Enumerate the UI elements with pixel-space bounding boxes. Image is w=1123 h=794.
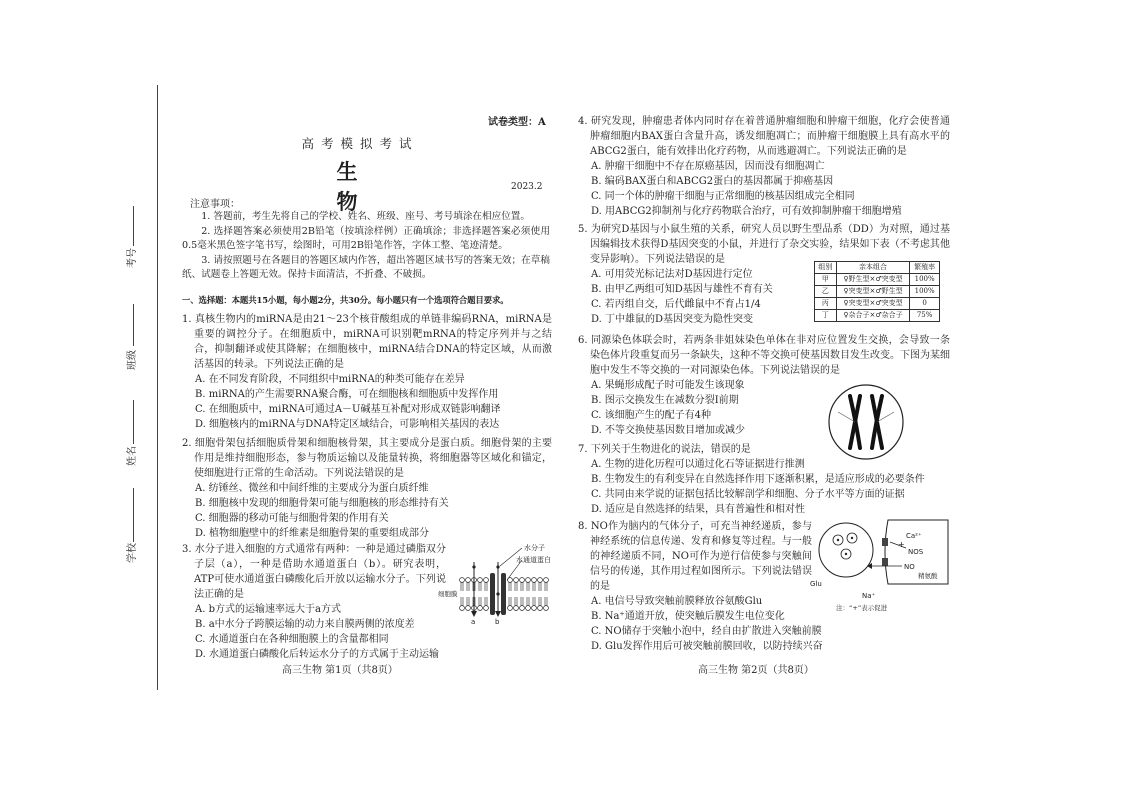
q3-membrane-figure (438, 540, 552, 624)
table-header: 组别 (815, 262, 837, 274)
question-stem: 3. 水分子进入细胞的方式通常有两种：一种是通过磷脂双分子层（a），一种是借助水通道蛋白（b）。研究表明，ATP可使水通道蛋白磷酸化后开放以运输水分子。下列说法正确的是 (182, 544, 446, 600)
membrane-label: 细胞膜 (438, 590, 458, 598)
paper-type: 试卷类型：A (488, 117, 546, 128)
table-cell: 丙 (815, 298, 837, 310)
phospholipid-head (544, 606, 549, 611)
option-d: D. 植物细胞壁中的纤维素是细胞骨架的重要组成部分 (195, 528, 430, 539)
table-cell: ♀杂合子×♂杂合子 (836, 310, 910, 322)
option-a: A. 生物的进化历程可以通过化石等证据进行推测 (591, 459, 805, 470)
table-row (815, 274, 940, 286)
phospholipid-head (538, 606, 543, 611)
table-cell: 乙 (815, 286, 837, 298)
notice-title: 注意事项： (190, 199, 240, 210)
option-d: D. 细胞核内的miRNA与DNA特定区域结合，可影响相关基因的表达 (195, 419, 500, 430)
exam-title: 高考模拟考试 (301, 136, 419, 151)
school-label: 学校 (127, 543, 138, 563)
option-b: B. 细胞核中发现的细胞骨架可能与细胞核的形态维持有关 (195, 498, 449, 509)
option-c: C. 水通道蛋白在各种细胞膜上的含量都相同 (195, 634, 389, 645)
question-7 (578, 442, 950, 517)
glu-dot (837, 539, 839, 541)
ca-label: Ca²⁺ (906, 532, 922, 540)
option-a: A. 可用荧光标记法对D基因进行定位 (591, 269, 753, 280)
option-d: D. 用ABCG2抑制剂与化疗药物联合治疗，可有效抑制肿瘤干细胞增殖 (591, 206, 902, 217)
phospholipid-head (532, 578, 537, 583)
phospholipid-head (508, 606, 513, 611)
notice-item: 1. 答题前，考生先将自己的学校、姓名、班级、座号、考号填涂在相应位置。 (201, 211, 530, 222)
option-b: B. 由甲乙两组可知D基因与雄性不育有关 (591, 284, 773, 295)
phospholipid-head (532, 606, 537, 611)
option-c: C. 共同由来学说的证据包括比较解剖学和细胞、分子水平等方面的证据 (591, 489, 905, 500)
promote-sign: + (898, 540, 905, 549)
glu-dot (851, 537, 853, 539)
water-molecule (472, 565, 475, 568)
question-1 (182, 312, 552, 432)
phospholipid-head (484, 578, 489, 583)
exam-number-blank (133, 206, 134, 246)
table-header-row (815, 262, 940, 274)
phospholipid-head (514, 606, 519, 611)
notice-item: 2. 选择题答案必须使用2B铅笔（按填涂样例）正确填涂；非选择题答案必须使用0.5毫米黑色签字笔书写，绘图时，可用2B铅笔作答，字体工整、笔迹清楚。 (182, 225, 550, 251)
water-molecule (496, 592, 499, 595)
exam-number-label: 考号 (127, 248, 138, 268)
water-channel-protein (501, 573, 506, 615)
option-b: B. 图示交换发生在减数分裂Ⅰ前期 (591, 395, 739, 406)
notice-item: 3. 请按照题号在各题目的答题区域内作答，超出答题区域书写的答案无效；在草稿纸、试题卷上答题无效。保持卡面清洁，不折叠、不破损。 (182, 254, 550, 280)
arrow-a-head (471, 611, 477, 617)
option-c: C. 同一个体的肿瘤干细胞与正常细胞的核基因组成完全相同 (591, 191, 855, 202)
option-c: C. 若丙组自交，后代雌鼠中不育占1/4 (591, 299, 761, 310)
table-row (815, 310, 940, 322)
q5-cross-table (814, 261, 940, 322)
option-d: D. Glu发挥作用后可被突触前膜回收，以防持续兴奋 (591, 641, 823, 652)
option-c: C. NO储存于突触小泡中，经自由扩散进入突触前膜 (591, 626, 822, 637)
option-b: B. miRNA的产生需要RNA聚合酶，可在细胞核和细胞质中发挥作用 (195, 389, 499, 400)
question-stem: 8. NO作为脑内的气体分子，可充当神经递质，参与神经系统的信息传递、发育和修复等过程。与一般的神经递质不同，NO可作为逆行信使参与突触间信号的传递，其作用过程如图所示。下列说法错误的是 (578, 521, 812, 592)
nos-label: NOS (908, 548, 924, 556)
school-blank (133, 488, 134, 542)
phospholipid-head (466, 578, 471, 583)
option-c: C. 细胞器的移动可能与细胞骨架的作用有关 (195, 513, 389, 524)
no-label: NO (904, 563, 915, 571)
phospholipid-head (478, 578, 483, 583)
question-stem: 4. 研究发现，肿瘤患者体内同时存在着普通肿瘤细胞和肿瘤干细胞，化疗会使普通肿瘤细胞内BAX蛋白含量升高，诱发细胞凋亡；而肿瘤干细胞膜上具有高水平的ABCG2蛋白，能有效排出化疗药物，从而逃避凋亡。下列说法正确的是 (578, 116, 950, 157)
page-2-footer: 高三生物 第2页（共8页） (698, 665, 814, 676)
phospholipid-head (460, 578, 465, 583)
phospholipid-head (460, 606, 465, 611)
water-molecule-label: 水分子 (524, 544, 545, 552)
page-1-footer: 高三生物 第1页（共8页） (282, 665, 398, 676)
table-cell: 甲 (815, 274, 837, 286)
path-a-label: a (471, 618, 476, 624)
figure-note: 注：“+”表示促进 (836, 604, 888, 612)
question-2 (182, 436, 552, 541)
phospholipid-head (526, 578, 531, 583)
table-cell: 100% (910, 274, 940, 286)
name-label: 姓名 (127, 446, 138, 466)
section-title: 一、选择题：本题共15小题，每小题2分，共30分。每小题只有一个选项符合题目要求。 (182, 295, 509, 305)
option-d: D. 不等交换使基因数目增加或减少 (591, 425, 746, 436)
option-a: A. 在不同发育阶段，不同组织中miRNA的种类可能存在差异 (195, 374, 465, 385)
name-blank (133, 400, 134, 444)
question-stem: 7. 下列关于生物进化的说法，错误的是 (578, 444, 751, 455)
phospholipid-head (538, 578, 543, 583)
arrow-b-head (495, 611, 501, 617)
phospholipid-head (526, 606, 531, 611)
water-channel-label: 水通道蛋白 (516, 556, 551, 564)
table-cell: 75% (910, 310, 940, 322)
option-d: D. 适应是自然选择的结果，具有普遍性和相对性 (591, 504, 806, 515)
na-label: Na⁺ (862, 592, 876, 600)
question-stem: 1. 真核生物内的miRNA是由21～23个核苷酸组成的单链非编码RNA，miRNA是重要的调控分子。在细胞质中，miRNA可识别靶mRNA的特定序列并与之结合，抑制翻译或使其降解；在细胞核中，miRNA结合DNA的特定区域，从而激活基因的转录。下列说法正确的是 (182, 314, 552, 370)
option-d: D. 水通道蛋白磷酸化后转运水分子的方式属于主动运输 (195, 649, 440, 660)
option-d: D. 丁中雄鼠的D基因突变为隐性突变 (591, 314, 754, 325)
option-b: B. 编码BAX蛋白和ABCG2蛋白的基因都属于抑癌基因 (591, 176, 834, 187)
notice-list (182, 210, 550, 283)
table-cell: 0 (910, 298, 940, 310)
table-cell: ♀野生型×♂突变型 (836, 274, 910, 286)
phospholipid-head (520, 578, 525, 583)
table-row (815, 286, 940, 298)
table-cell: ♀突变型×♂野生型 (836, 286, 910, 298)
glu-label: Glu (810, 580, 822, 588)
class-blank (133, 304, 134, 346)
option-a: A. 果蝇形成配子时可能发生该现象 (591, 380, 745, 391)
phospholipid-head (478, 606, 483, 611)
question-stem: 5. 为研究D基因与小鼠生殖的关系，研究人员以野生型品系（DD）为对照，通过基因编辑技术获得D基因突变的小鼠，并进行了杂交实验，结果如下表（不考虑其他变异影响）。下列说法错误的是 (578, 224, 950, 265)
table-cell: 100% (910, 286, 940, 298)
phospholipid-head (544, 578, 549, 583)
question-stem: 6. 同源染色体联会时，若两条非姐妹染色单体在非对应位置发生交换，会导致一条染色体片段重复而另一条缺失，这种不等交换可使基因数目发生改变。下图为某细胞中发生不等交换的一对同源染色体。下列说法错误的是 (578, 335, 950, 376)
exam-date: 2023.2 (511, 182, 543, 192)
water-channel-protein (490, 573, 495, 615)
option-c: C. 该细胞产生的配子有4种 (591, 410, 712, 421)
option-a: A. b方式的运输速率远大于a方式 (195, 604, 341, 615)
table-row (815, 298, 940, 310)
option-b: B. 生物发生的有利变异在自然选择作用下逐渐积累，是适应形成的必要条件 (591, 474, 925, 485)
glu-dot (845, 553, 847, 555)
table-header: 繁殖率 (910, 262, 940, 274)
phospholipid-head (514, 578, 519, 583)
table-cell: 丁 (815, 310, 837, 322)
option-a: A. 电信号导致突触前膜释放谷氨酸Glu (591, 596, 763, 607)
q8-synapse-figure (806, 514, 952, 614)
option-a: A. 肿瘤干细胞中不存在原癌基因，因而没有细胞凋亡 (591, 161, 825, 172)
option-b: B. Na⁺通道开放，使突触后膜发生电位变化 (591, 611, 785, 622)
path-b-label: b (495, 618, 500, 624)
option-c: C. 在细胞质中，miRNA可通过A－U碱基互补配对形成双链影响翻译 (195, 404, 501, 415)
question-stem: 2. 细胞骨架包括细胞质骨架和细胞核骨架，其主要成分是蛋白质。细胞骨架的主要作用是维持细胞形态，参与物质运输以及能量转换，将细胞器等区域化和锚定，使细胞进行正常的生命活动。下列说法错误的是 (182, 438, 552, 479)
option-a: A. 纺锤丝、微丝和中间纤维的主要成分为蛋白质纤维 (195, 483, 429, 494)
receptor (882, 558, 888, 566)
binding-line (157, 85, 158, 690)
presynaptic-terminal (819, 523, 873, 577)
option-b: B. a中水分子跨膜运输的动力来自膜两侧的浓度差 (195, 619, 415, 630)
question-4 (578, 114, 950, 219)
arginine-label: 精氨酸 (918, 572, 938, 580)
phospholipid-head (520, 606, 525, 611)
subject-title: 生 物 (336, 159, 384, 214)
phospholipid-head (466, 606, 471, 611)
table-cell: ♀突变型×♂突变型 (836, 298, 910, 310)
water-molecule (496, 565, 499, 568)
phospholipid-head (484, 606, 489, 611)
receptor (882, 538, 888, 546)
table-header: 亲本组合 (836, 262, 910, 274)
class-label: 班级 (127, 350, 138, 370)
